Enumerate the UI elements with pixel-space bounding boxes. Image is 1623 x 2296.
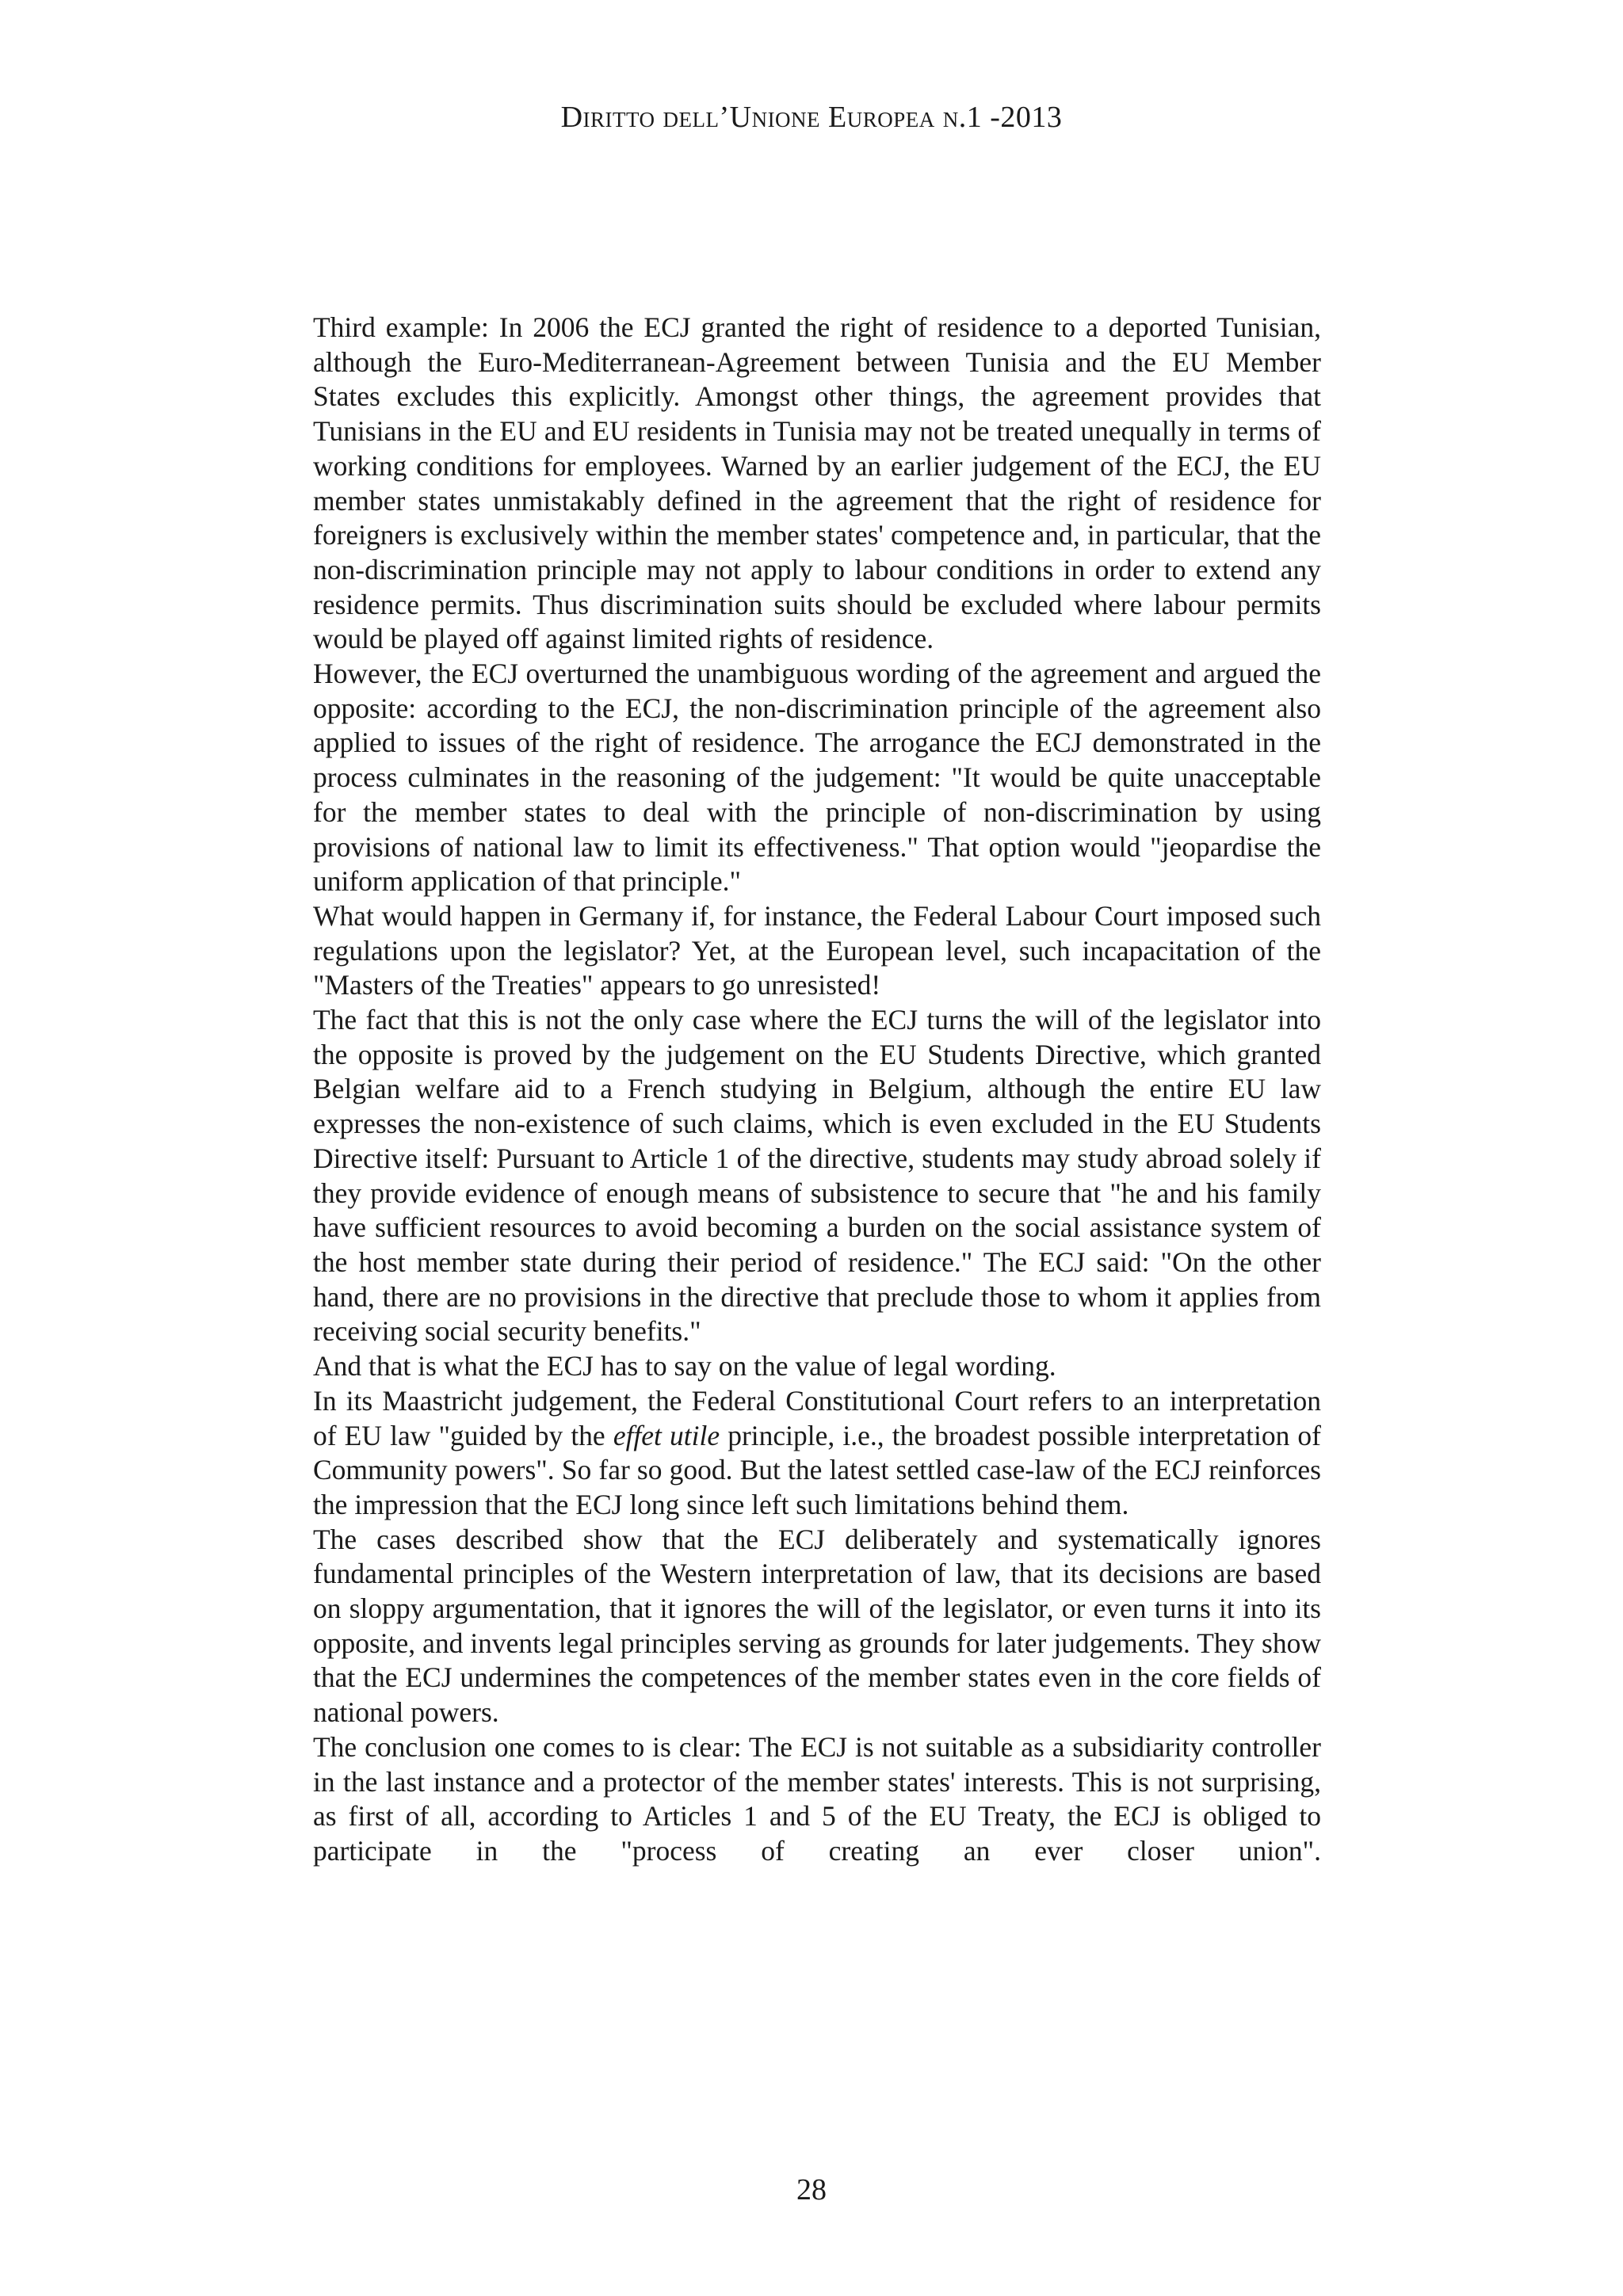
page-number: 28 bbox=[796, 2173, 827, 2206]
paragraph-cases-described: The cases described show that the ECJ deliberately and systematically ignores fundamental principles of the Western interpretation of law, that its decisions are based on sloppy argumentation, that it ignores the will of the legislator, or even turns it into its opposite, and invents legal principles serving as grounds for later judgements. They show that the ECJ undermines the competences of the member states even in the core fields of national powers. bbox=[313, 1523, 1321, 1729]
paragraph-students-directive: The fact that this is not the only case where the ECJ turns the will of the legislator into the opposite is proved by the judgement on the EU Students Directive, which granted Belgian welfare aid to a French studying in Belgium, although the entire EU law expresses the non-existence of such claims, which is even excluded in the EU Students Directive itself: Pursuant to Article 1 of the directive, students may study abroad solely if they provide evidence of enough means of subsistence to secure that "he and his family have sufficient resources to avoid becoming a burden on the social assistance system of the host member state during their period of residence." The ECJ said: "On the other hand, there are no provisions in the directive that preclude those to whom it applies from receiving social security benefits." bbox=[313, 1004, 1321, 1348]
paragraph-germany-question: What would happen in Germany if, for instance, the Federal Labour Court imposed such regulations upon the legislator? Yet, at the European level, such incapacitation of the "Masters of the Treaties" appears to go unresisted! bbox=[313, 899, 1321, 1001]
paragraph-third-example: Third example: In 2006 the ECJ granted the right of residence to a deported Tunisian, although the Euro-Mediterranean-Agreement between Tunisia and the EU Member States excludes this explicitly. Amongst other things, the agreement provides that Tunisians in the EU and EU residents in Tunisia may not be treated unequally in terms of working conditions for employees. Warned by an earlier judgement of the ECJ, the EU member states unmistakably defined in the agreement that the right of residence for foreigners is exclusively within the member states' competence and, in particular, that the non-discrimination principle may not apply to labour conditions in order to extend any residence permits. Thus discrimination suits should be excluded where labour permits would be played off against limited rights of residence. bbox=[313, 311, 1321, 655]
paragraph-conclusion: The conclusion one comes to is clear: The ECJ is not suitable as a subsidiarity controller in the last instance and a protector of the member states' interests. This is not surprising, as first of all, according to Articles 1 and 5 of the EU Treaty, the ECJ is obliged to participate in the "process of creating an ever closer union". bbox=[313, 1730, 1321, 1867]
running-header: Diritto dell’Unione Europea n.1 -2013 bbox=[560, 101, 1063, 134]
effet-utile-term: effet utile bbox=[613, 1419, 720, 1451]
paragraph-ecj-overturned: However, the ECJ overturned the unambiguous wording of the agreement and argued the opposite: according to the ECJ, the non-discrimination principle of the agreement also applied to issues of the right of residence. The arrogance the ECJ demonstrated in the process culminates in the reasoning of the judgement: "It would be quite unacceptable for the member states to deal with the principle of non-discrimination by using provisions of national law to limit its effectiveness." That option would "jeopardise the uniform application of that principle." bbox=[313, 658, 1321, 898]
article-body bbox=[313, 311, 1321, 1869]
maastricht-text-before: In its Maastricht judgement, the Federal Constitutional Court refers to an interpretation of EU law "guided by the bbox=[313, 1384, 1321, 1451]
maastricht-text-after: principle, i.e., the broadest possible interpretation of Community powers". So far so good. But the latest settled case-law of the ECJ reinforces the impression that the ECJ long since left such limitations behind them. bbox=[313, 1419, 1321, 1520]
paragraph-maastricht bbox=[313, 1384, 1321, 1523]
paragraph-legal-wording: And that is what the ECJ has to say on the value of legal wording. bbox=[313, 1350, 1056, 1383]
